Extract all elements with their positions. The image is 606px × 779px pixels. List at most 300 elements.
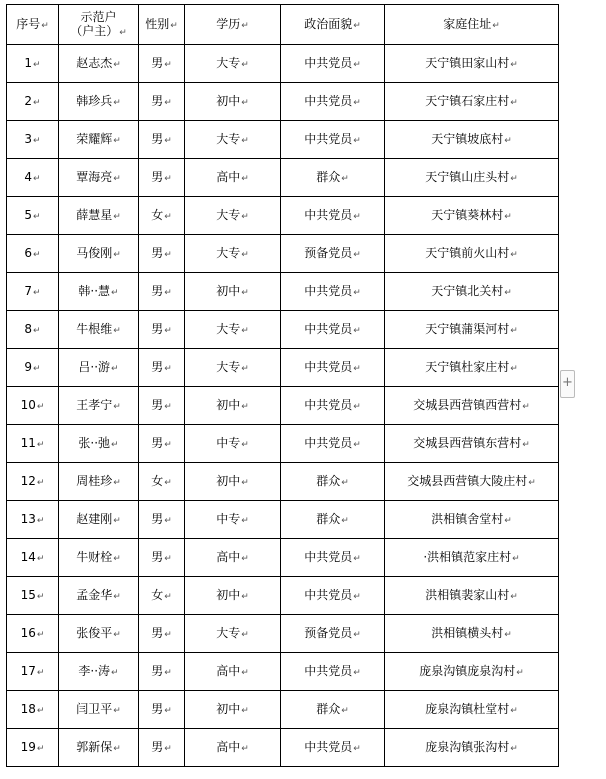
paragraph-mark-icon: ↵ [113,591,121,602]
cell-education-text: 大专 [216,207,241,222]
cell-politics-text: 中共党员 [304,55,353,70]
household-table [6,4,559,767]
cell-education [185,653,281,691]
cell-politics-text: 中共党员 [304,663,353,678]
cell-politics-text: 中共党员 [304,283,353,298]
cell-name-text: 马俊刚 [76,245,113,260]
cell-politics-text: 中共党员 [304,207,353,222]
cell-gender-text: 女 [151,587,164,602]
cell-gender-text: 男 [151,435,164,450]
cell-gender-text: 男 [151,321,164,336]
cell-gender-text: 男 [151,625,164,640]
cell-gender-text: 男 [151,739,164,754]
cell-name-text: 王孝宁 [76,397,113,412]
table-row [7,729,559,767]
paragraph-mark-icon: ↵ [241,667,249,678]
paragraph-mark-icon: ↵ [164,743,172,754]
cell-no [7,653,59,691]
header-address: 家庭住址↵ [385,5,559,45]
cell-politics [281,235,385,273]
table-row [7,425,559,463]
cell-gender [139,463,185,501]
cell-no-text: 15 [20,587,36,602]
cell-no [7,425,59,463]
cell-education [185,425,281,463]
cell-education-text: 初中 [216,93,241,108]
paragraph-mark-icon: ↵ [510,705,518,716]
cell-address-text: 天宁镇坡底村 [431,131,504,146]
table-row [7,691,559,729]
cell-address-text: 交城县西营镇东营村 [413,435,522,450]
paragraph-mark-icon: ↵ [36,477,45,488]
cell-no-text: 10 [20,397,36,412]
paragraph-mark-icon: ↵ [353,249,361,260]
cell-address [385,615,559,653]
cell-education-text: 初中 [216,283,241,298]
cell-gender [139,45,185,83]
cell-gender [139,387,185,425]
cell-no-text: 11 [20,435,36,450]
cell-politics [281,729,385,767]
paragraph-mark-icon: ↵ [510,97,518,108]
cell-address-text: 洪相镇舍堂村 [431,511,504,526]
cell-politics [281,577,385,615]
cell-gender-text: 女 [151,207,164,222]
cell-name [59,159,139,197]
paragraph-mark-icon: ↵ [510,59,518,70]
cell-politics [281,501,385,539]
cell-education [185,539,281,577]
paragraph-mark-icon: ↵ [516,667,524,678]
paragraph-mark-icon: ↵ [164,173,172,184]
cell-gender [139,577,185,615]
table-row [7,159,559,197]
cell-politics-text: 中共党员 [304,739,353,754]
cell-education-text: 中专 [216,511,241,526]
cell-education-text: 初中 [216,701,241,716]
paragraph-mark-icon: ↵ [164,97,172,108]
paragraph-mark-icon: ↵ [33,363,41,374]
cell-address-text: 天宁镇石家庄村 [425,93,510,108]
expand-side-button[interactable]: + [560,370,575,398]
cell-politics [281,45,385,83]
cell-address [385,387,559,425]
table-row [7,615,559,653]
paragraph-mark-icon: ↵ [241,97,249,108]
cell-name-text: 赵建刚 [76,511,113,526]
cell-name-text: 周桂珍 [76,473,113,488]
cell-education-text: 初中 [216,473,241,488]
paragraph-mark-icon: ↵ [33,287,41,298]
cell-no-text: 7 [24,283,33,298]
cell-politics-text: 中共党员 [304,93,353,108]
cell-name-text: 孟金华 [76,587,113,602]
cell-education-text: 高中 [216,169,241,184]
paragraph-mark-icon: ↵ [522,401,530,412]
paragraph-mark-icon: ↵ [113,59,121,70]
cell-no [7,83,59,121]
cell-no [7,729,59,767]
paragraph-mark-icon: ↵ [164,553,172,564]
cell-politics-text: 中共党员 [304,549,353,564]
table-row [7,653,559,691]
cell-politics [281,691,385,729]
cell-education [185,387,281,425]
cell-name-text: 闫卫平 [76,701,113,716]
cell-gender-text: 男 [151,131,164,146]
paragraph-mark-icon: ↵ [33,135,41,146]
cell-address [385,197,559,235]
cell-address [385,653,559,691]
paragraph-mark-icon: ↵ [504,287,512,298]
cell-education [185,691,281,729]
paragraph-mark-icon: ↵ [164,363,172,374]
cell-address [385,691,559,729]
paragraph-mark-icon: ↵ [504,515,512,526]
paragraph-mark-icon: ↵ [353,667,361,678]
paragraph-mark-icon: ↵ [353,591,361,602]
cell-name-text: 荣耀辉 [76,131,113,146]
cell-education-text: 高中 [216,663,241,678]
cell-gender [139,83,185,121]
paragraph-mark-icon: ↵ [164,515,172,526]
paragraph-mark-icon: ↵ [111,287,119,298]
cell-education [185,197,281,235]
cell-no-text: 1 [24,55,33,70]
cell-no [7,159,59,197]
cell-address [385,349,559,387]
cell-address-text: 天宁镇葵林村 [431,207,504,222]
cell-no [7,349,59,387]
paragraph-mark-icon: ↵ [241,59,249,70]
cell-name-text: 李··涛 [78,663,111,678]
table-row [7,387,559,425]
cell-name [59,45,139,83]
cell-gender-text: 男 [151,701,164,716]
paragraph-mark-icon: ↵ [36,705,45,716]
table-row [7,501,559,539]
paragraph-mark-icon: ↵ [241,401,249,412]
cell-no-text: 12 [20,473,36,488]
paragraph-mark-icon: ↵ [164,477,172,488]
paragraph-mark-icon: ↵ [113,629,121,640]
paragraph-mark-icon: ↵ [353,363,361,374]
cell-politics-text: 群众 [316,511,341,526]
paragraph-mark-icon: ↵ [510,363,518,374]
paragraph-mark-icon: ↵ [33,173,41,184]
cell-gender-text: 女 [151,473,164,488]
paragraph-mark-icon: ↵ [241,515,249,526]
paragraph-mark-icon: ↵ [241,249,249,260]
cell-name-text: 牛根维 [76,321,113,336]
paragraph-mark-icon: ↵ [113,705,121,716]
cell-education-text: 大专 [216,625,241,640]
cell-no [7,387,59,425]
paragraph-mark-icon: ↵ [36,553,45,564]
cell-education [185,349,281,387]
cell-gender-text: 男 [151,55,164,70]
cell-gender [139,615,185,653]
table-row [7,83,559,121]
cell-address-text: 洪相镇裴家山村 [425,587,510,602]
cell-politics [281,197,385,235]
table-row [7,197,559,235]
cell-politics [281,273,385,311]
paragraph-mark-icon: ↵ [241,477,249,488]
cell-education [185,159,281,197]
table-header-row [7,5,559,45]
cell-no [7,273,59,311]
header-no: 序号↵ [7,5,59,45]
cell-education [185,45,281,83]
cell-gender [139,539,185,577]
paragraph-mark-icon: ↵ [33,325,41,336]
cell-name [59,83,139,121]
cell-education-text: 高中 [216,549,241,564]
paragraph-mark-icon: ↵ [504,135,512,146]
cell-name-text: 张··弛 [78,435,111,450]
paragraph-mark-icon: ↵ [164,705,172,716]
paragraph-mark-icon: ↵ [113,553,121,564]
paragraph-mark-icon: ↵ [164,211,172,222]
cell-name [59,577,139,615]
cell-name [59,197,139,235]
paragraph-mark-icon: ↵ [36,515,45,526]
paragraph-mark-icon: ↵ [164,59,172,70]
cell-gender [139,349,185,387]
cell-education [185,615,281,653]
cell-education-text: 大专 [216,55,241,70]
cell-gender [139,653,185,691]
cell-no-text: 3 [24,131,33,146]
cell-politics-text: 中共党员 [304,321,353,336]
cell-name [59,273,139,311]
cell-gender [139,273,185,311]
cell-name [59,539,139,577]
paragraph-mark-icon: ↵ [353,211,361,222]
cell-address [385,45,559,83]
paragraph-mark-icon: ↵ [113,211,121,222]
cell-politics [281,121,385,159]
cell-politics [281,425,385,463]
cell-address [385,539,559,577]
cell-education-text: 初中 [216,397,241,412]
table-row [7,539,559,577]
paragraph-mark-icon: ↵ [33,59,41,70]
paragraph-mark-icon: ↵ [353,401,361,412]
cell-no [7,45,59,83]
paragraph-mark-icon: ↵ [241,211,249,222]
paragraph-mark-icon: ↵ [510,173,518,184]
cell-gender [139,121,185,159]
paragraph-mark-icon: ↵ [522,439,530,450]
paragraph-mark-icon: ↵ [241,287,249,298]
cell-politics-text: 中共党员 [304,359,353,374]
cell-education [185,121,281,159]
table-body [7,45,559,767]
cell-politics [281,83,385,121]
paragraph-mark-icon: ↵ [113,135,121,146]
paragraph-mark-icon: ↵ [164,439,172,450]
paragraph-mark-icon: ↵ [113,477,121,488]
cell-name-text: 薛慧星 [76,207,113,222]
cell-politics-text: 预备党员 [304,625,353,640]
cell-address [385,83,559,121]
cell-name [59,653,139,691]
cell-education [185,83,281,121]
cell-politics [281,311,385,349]
paragraph-mark-icon: ↵ [113,249,121,260]
table-row [7,349,559,387]
cell-education-text: 大专 [216,131,241,146]
cell-no [7,311,59,349]
cell-gender-text: 男 [151,245,164,260]
paragraph-mark-icon: ↵ [353,743,361,754]
cell-politics [281,463,385,501]
paragraph-mark-icon: ↵ [528,477,536,488]
cell-no-text: 9 [24,359,33,374]
paragraph-mark-icon: ↵ [113,97,121,108]
table-row [7,463,559,501]
cell-politics-text: 群众 [316,473,341,488]
cell-education-text: 大专 [216,321,241,336]
cell-no-text: 2 [24,93,33,108]
cell-politics-text: 群众 [316,701,341,716]
cell-name-text: 赵志杰 [76,55,113,70]
cell-address-text: 天宁镇前火山村 [425,245,510,260]
cell-politics [281,159,385,197]
cell-address-text: 天宁镇杜家庄村 [425,359,510,374]
cell-no-text: 8 [24,321,33,336]
cell-no [7,539,59,577]
table-row [7,235,559,273]
cell-address-text: 洪相镇横头村 [431,625,504,640]
cell-address [385,311,559,349]
paragraph-mark-icon: ↵ [164,287,172,298]
cell-education-text: 大专 [216,359,241,374]
paragraph-mark-icon: ↵ [241,591,249,602]
cell-name-text: 覃海亮 [76,169,113,184]
paragraph-mark-icon: ↵ [33,211,41,222]
paragraph-mark-icon: ↵ [36,439,45,450]
cell-no-text: 19 [20,739,36,754]
paragraph-mark-icon: ↵ [111,667,119,678]
cell-address [385,729,559,767]
cell-address-text: 交城县西营镇大陵庄村 [407,473,528,488]
cell-politics-text: 中共党员 [304,435,353,450]
cell-gender-text: 男 [151,283,164,298]
cell-education [185,501,281,539]
cell-politics-text: 中共党员 [304,131,353,146]
cell-address-text: 天宁镇北关村 [431,283,504,298]
cell-education [185,577,281,615]
cell-name [59,501,139,539]
paragraph-mark-icon: ↵ [341,477,349,488]
cell-name [59,425,139,463]
table-row [7,45,559,83]
cell-politics-text: 中共党员 [304,587,353,602]
cell-address-text: ·洪相镇范家庄村 [423,549,512,564]
cell-name-text: 郭新保 [76,739,113,754]
cell-gender-text: 男 [151,511,164,526]
paragraph-mark-icon: ↵ [36,743,45,754]
cell-gender [139,425,185,463]
cell-politics-text: 群众 [316,169,341,184]
paragraph-mark-icon: ↵ [241,363,249,374]
paragraph-mark-icon: ↵ [241,705,249,716]
cell-address [385,463,559,501]
cell-address-text: 天宁镇田家山村 [425,55,510,70]
paragraph-mark-icon: ↵ [241,553,249,564]
cell-no [7,197,59,235]
cell-no [7,463,59,501]
cell-education [185,463,281,501]
cell-address-text: 天宁镇山庄头村 [425,169,510,184]
paragraph-mark-icon: ↵ [341,515,349,526]
cell-gender-text: 男 [151,93,164,108]
cell-gender-text: 男 [151,169,164,184]
cell-address-text: 庞泉沟镇杜堂村 [425,701,510,716]
cell-name-text: 韩··慧 [78,283,111,298]
paragraph-mark-icon: ↵ [510,591,518,602]
cell-address [385,273,559,311]
cell-politics [281,349,385,387]
cell-name-text: 张俊平 [76,625,113,640]
header-politics: 政治面貌↵ [281,5,385,45]
paragraph-mark-icon: ↵ [341,173,349,184]
cell-name [59,235,139,273]
cell-name [59,729,139,767]
cell-gender-text: 男 [151,663,164,678]
cell-education [185,235,281,273]
paragraph-mark-icon: ↵ [164,325,172,336]
cell-name-text: 韩珍兵 [76,93,113,108]
cell-address [385,121,559,159]
cell-name-text: 牛财栓 [76,549,113,564]
cell-education-text: 中专 [216,435,241,450]
cell-gender [139,235,185,273]
paragraph-mark-icon: ↵ [353,439,361,450]
table-row [7,311,559,349]
paragraph-mark-icon: ↵ [36,667,45,678]
paragraph-mark-icon: ↵ [504,629,512,640]
paragraph-mark-icon: ↵ [164,401,172,412]
cell-education [185,273,281,311]
cell-name [59,463,139,501]
cell-education-text: 初中 [216,587,241,602]
paragraph-mark-icon: ↵ [111,363,119,374]
table-row [7,121,559,159]
cell-name [59,349,139,387]
cell-no-text: 4 [24,169,33,184]
paragraph-mark-icon: ↵ [36,401,45,412]
paragraph-mark-icon: ↵ [33,249,41,260]
cell-gender [139,311,185,349]
cell-address [385,235,559,273]
cell-address [385,425,559,463]
cell-politics [281,653,385,691]
cell-no-text: 14 [20,549,36,564]
cell-education [185,729,281,767]
cell-no [7,121,59,159]
cell-no [7,577,59,615]
cell-no [7,691,59,729]
cell-no-text: 13 [20,511,36,526]
paragraph-mark-icon: ↵ [113,173,121,184]
cell-name [59,387,139,425]
cell-no-text: 17 [20,663,36,678]
paragraph-mark-icon: ↵ [341,705,349,716]
